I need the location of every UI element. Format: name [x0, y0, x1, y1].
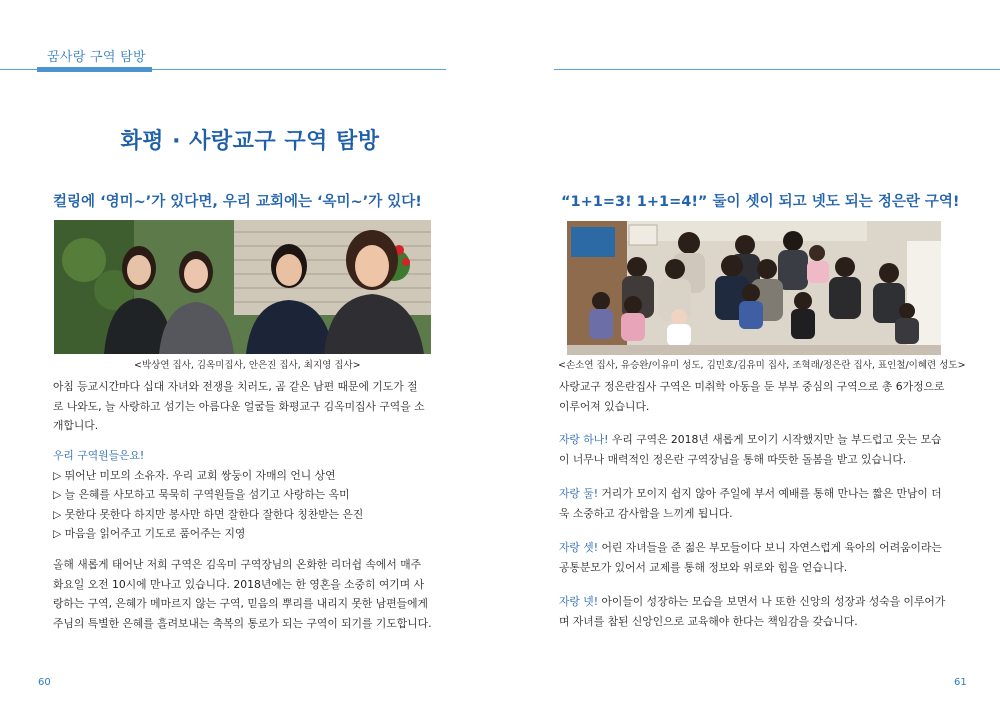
left-members-block	[53, 446, 443, 544]
right-item-2	[559, 484, 957, 523]
text-line: 이루어져 있습니다.	[559, 399, 650, 413]
left-subtitle: 컬링에 ‘영미~’가 있다면, 우리 교회에는 ‘옥미~’가 있다!	[53, 194, 422, 210]
text-line: 사랑교구 정은란집사 구역은 미취학 아동을 둔 부부 중심의 구역으로 총 6가정으로	[559, 380, 945, 393]
text-line	[559, 484, 957, 504]
text-line: 공통분모가 있어서 교제를 통해 정보와 위로와 힘을 얻습니다.	[559, 560, 848, 574]
right-item-4	[559, 592, 957, 631]
item-label: 자랑 셋!	[559, 541, 599, 554]
group-photo-right-illustration	[567, 221, 941, 355]
text-line	[559, 538, 957, 558]
item-text: 우리 구역은 2018년 새롭게 모이기 시작했지만 늘 부드럽고 웃는 모습	[608, 433, 942, 446]
member-item: ▷ 늘 은혜를 사모하고 묵묵히 구역원들을 섬기고 사랑하는 옥미	[53, 488, 350, 501]
item-text: 거리가 모이지 쉽지 않아 주일에 부서 예배를 통해 만나는 짧은 만남이 더	[598, 487, 942, 500]
group-photo-left-illustration	[54, 220, 431, 354]
text-line: 며 자녀를 참된 신앙인으로 교육해야 한다는 책임감을 갖습니다.	[559, 614, 858, 628]
item-label: 자랑 넷!	[559, 595, 599, 608]
right-subtitle: “1+1=3! 1+1=4!” 둘이 셋이 되고 넷도 되는 정은란 구역!	[561, 194, 960, 210]
right-photo-caption: <손소연 집사, 유승완/이유미 성도, 김민호/김유미 집사, 조혁래/정은란 집사, 표인철/이혜련 성도>	[558, 360, 966, 371]
left-intro-paragraph	[53, 377, 443, 436]
member-item: ▷ 마음을 읽어주고 기도로 품어주는 지영	[53, 527, 246, 540]
right-item-3	[559, 538, 957, 577]
group-photo-left	[54, 220, 431, 354]
left-photo-caption: <박상연 집사, 김옥미집사, 안은진 집사, 최지영 집사>	[134, 360, 361, 371]
member-item: ▷ 못한다 못한다 하지만 봉사만 하면 잘한다 잘한다 칭찬받는 은진	[53, 507, 364, 521]
header-rule-right	[554, 69, 1000, 70]
text-line: 주님의 특별한 은혜를 흘려보내는 축복의 통로가 되는 구역이 되기를 기도합니다.	[53, 616, 432, 630]
section-header-title: 꿈사랑 구역 탐방	[47, 50, 146, 65]
text-line	[559, 592, 957, 612]
member-item: ▷ 뛰어난 미모의 소유자. 우리 교회 쌍둥이 자매의 언니 상연	[53, 468, 336, 482]
item-text: 어린 자녀들을 준 젊은 부모들이다 보니 자연스럽게 육아의 어려움이라는	[598, 541, 942, 554]
text-line: 개합니다.	[53, 419, 99, 432]
text-line: 욱 소중하고 감사함을 느끼게 됩니다.	[559, 506, 733, 520]
page-title: 화평 · 사랑교구 구역 탐방	[120, 129, 380, 154]
text-line: 로 나와도, 늘 사랑하고 섬기는 아름다운 얼굴들 화평교구 김옥미집사 구역을 소	[53, 399, 425, 413]
item-label: 자랑 하나!	[559, 433, 609, 446]
text-line: 이 너무나 매력적인 정은란 구역장님을 통해 따뜻한 돌봄을 받고 있습니다.	[559, 452, 907, 466]
group-photo-right	[567, 221, 941, 355]
item-text: 아이들이 성장하는 모습을 보면서 나 또한 신앙의 성장과 성숙을 이루어가	[598, 595, 946, 608]
text-line: 올해 새롭게 태어난 저희 구역은 김옥미 구역장님의 온화한 리더쉽 속에서 매주	[53, 558, 422, 571]
text-line: 화요일 오전 10시에 만나고 있습니다. 2018년에는 한 영혼을 소중히 여기며 사	[53, 577, 424, 591]
right-item-1	[559, 430, 957, 469]
left-closing-paragraph	[53, 555, 443, 633]
text-line	[559, 430, 957, 450]
members-heading: 우리 구역원들은요!	[53, 449, 145, 462]
page-number-left: 60	[38, 677, 51, 688]
right-intro-paragraph	[559, 377, 957, 416]
text-line: 랑하는 구역, 은혜가 메마르지 않는 구역, 믿음의 뿌리를 내리지 못한 남편들에게	[53, 597, 428, 610]
item-label: 자랑 둘!	[559, 487, 599, 500]
header-accent-bar	[37, 67, 152, 72]
text-line: 아침 등교시간마다 십대 자녀와 전쟁을 치러도, 곰 같은 남편 때문에 기도가 절	[53, 380, 418, 393]
page-number-right: 61	[954, 677, 967, 688]
